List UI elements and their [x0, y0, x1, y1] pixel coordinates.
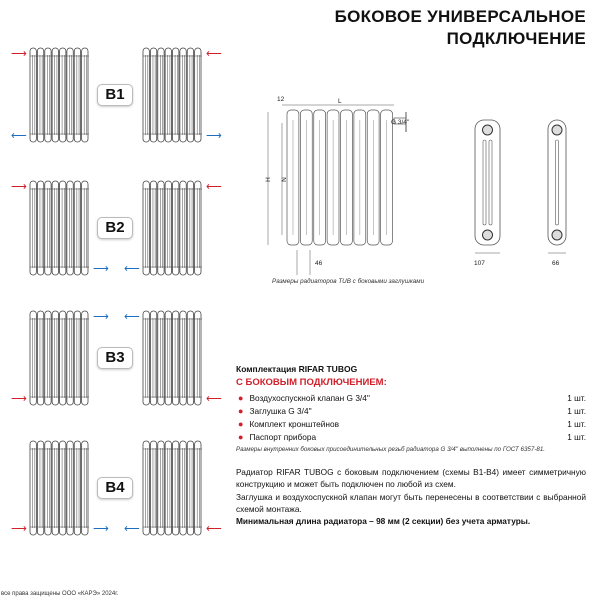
scheme-label: B4 — [97, 477, 133, 499]
kit-note: Размеры внутренних боковых присоединительных резьб радиатора G 3/4'' выполнены по ГОСТ 6357-81. — [236, 446, 545, 453]
dim-66: 66 — [552, 260, 560, 267]
outlet-arrow-icon: ⟵ — [124, 523, 140, 535]
radiator-icon — [141, 440, 204, 536]
outlet-arrow-icon: ⟵ — [124, 263, 140, 275]
radiator-right-b1 — [141, 47, 204, 148]
inlet-arrow-icon: ⟶ — [11, 393, 27, 405]
outlet-arrow-icon: ⟶ — [93, 263, 109, 275]
bullet-icon: ● — [238, 418, 244, 429]
kit-item: ● Комплект кронштейнов 1 шт. — [238, 418, 586, 429]
radiator-icon — [28, 440, 91, 536]
scheme-label: B1 — [97, 84, 133, 106]
outlet-arrow-icon: ⟶ — [206, 130, 222, 142]
outlet-arrow-icon: ⟶ — [93, 311, 109, 323]
drawing-caption: Размеры радиаторов TUB с боковыми заглушками — [272, 278, 425, 285]
bullet-icon: ● — [238, 431, 244, 442]
inlet-arrow-icon: ⟶ — [11, 181, 27, 193]
inlet-arrow-icon: ⟶ — [11, 48, 27, 60]
description: Радиатор RIFAR TUBOG с боковым подключением (схемы B1-B4) имеет симметричную конструкцию и может быть подключен по любой из схем. Заглушка и воздухоспускной клапан могут быть перенесены в соответствии с выбранной схемой монтажа. Минимальная длина радиатора – 98 мм (2 секции) без учета арматуры. — [236, 467, 586, 527]
radiator-icon — [141, 310, 204, 406]
page-title: БОКОВОЕ УНИВЕРСАЛЬНОЕ ПОДКЛЮЧЕНИЕ — [334, 7, 586, 48]
radiator-icon — [141, 180, 204, 276]
kit-item: ● Воздухоспускной клапан G 3/4'' 1 шт. — [238, 392, 586, 403]
outlet-arrow-icon: ⟶ — [93, 523, 109, 535]
kit-qty: 1 шт. — [567, 418, 586, 429]
dim-12: 12 — [277, 96, 285, 103]
radiator-right-b2 — [141, 180, 204, 281]
radiator-icon — [28, 47, 91, 143]
radiator-left-b4 — [28, 440, 91, 541]
kit-item: ● Паспорт прибора 1 шт. — [238, 431, 586, 442]
kit-subheading: С БОКОВЫМ ПОДКЛЮЧЕНИЕМ: — [236, 377, 387, 388]
outlet-arrow-icon: ⟵ — [11, 130, 27, 142]
radiator-left-b2 — [28, 180, 91, 281]
scheme-label: B3 — [97, 347, 133, 369]
kit-qty: 1 шт. — [567, 431, 586, 442]
kit-qty: 1 шт. — [567, 405, 586, 416]
radiator-right-b4 — [141, 440, 204, 541]
outlet-arrow-icon: ⟵ — [124, 311, 140, 323]
inlet-arrow-icon: ⟵ — [206, 523, 222, 535]
dim-107: 107 — [474, 260, 485, 267]
dim-thread: G 3/4'' — [391, 119, 410, 126]
dim-h: H — [264, 177, 272, 182]
dim-n: N — [280, 177, 288, 182]
bullet-icon: ● — [238, 405, 244, 416]
inlet-arrow-icon: ⟶ — [11, 523, 27, 535]
kit-item: ● Заглушка G 3/4'' 1 шт. — [238, 405, 586, 416]
radiator-left-b1 — [28, 47, 91, 148]
kit-qty: 1 шт. — [567, 392, 586, 403]
radiator-icon — [28, 180, 91, 276]
radiator-icon — [141, 47, 204, 143]
scheme-label: B2 — [97, 217, 133, 239]
radiator-left-b3 — [28, 310, 91, 411]
kit-section — [236, 364, 586, 453]
dimension-drawing — [250, 95, 590, 275]
inlet-arrow-icon: ⟵ — [206, 48, 222, 60]
radiator-right-b3 — [141, 310, 204, 411]
dim-46: 46 — [315, 260, 323, 267]
kit-heading: Комплектация RIFAR TUBOG — [236, 364, 358, 374]
bullet-icon: ● — [238, 392, 244, 403]
copyright: все права защищены ООО «КАРЭ» 2024г. — [1, 591, 119, 597]
dim-l: L — [338, 98, 342, 105]
radiator-icon — [28, 310, 91, 406]
inlet-arrow-icon: ⟵ — [206, 181, 222, 193]
inlet-arrow-icon: ⟵ — [206, 393, 222, 405]
